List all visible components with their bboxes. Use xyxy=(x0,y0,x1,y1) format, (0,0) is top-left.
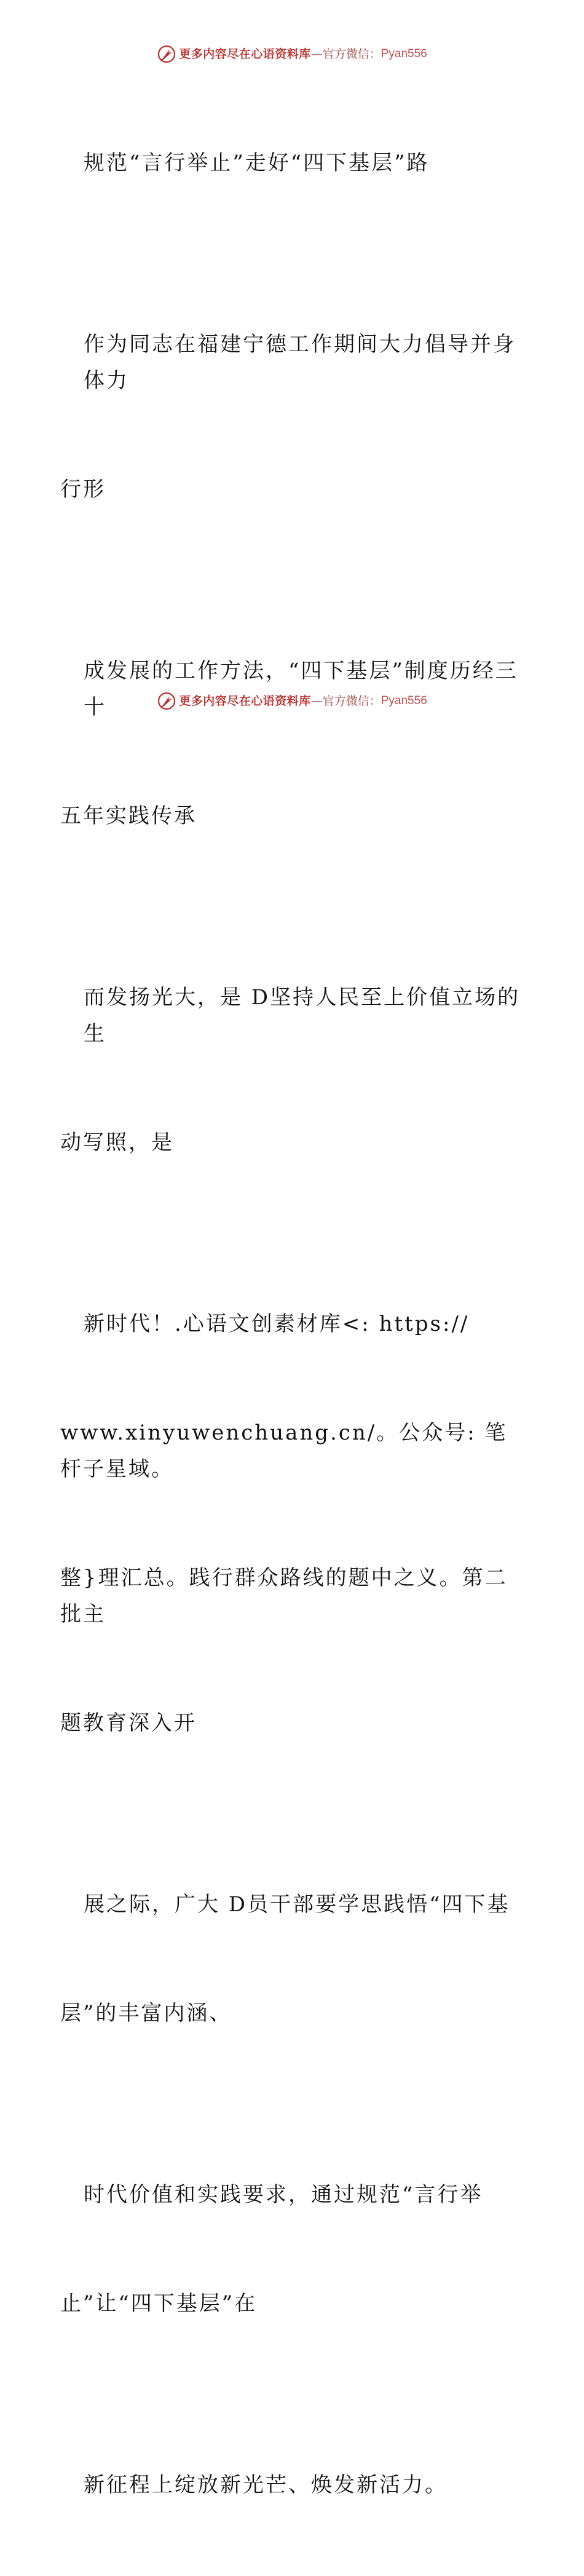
header-wechat-label: 官方微信： xyxy=(322,47,381,61)
header-site-name: 更多内容尽在心语资料库 xyxy=(179,47,311,61)
paragraph xyxy=(60,1234,527,1814)
text-line: 止”让“四下基层”在 xyxy=(60,2291,258,2316)
header-banner xyxy=(0,44,584,64)
footer-dash: — xyxy=(310,694,323,708)
header-wechat-id: Pyan556 xyxy=(381,47,427,60)
footer-wechat-id: Pyan556 xyxy=(381,694,427,707)
text-line: 新征程上绽放新光芒、焕发新活力。 xyxy=(84,2473,448,2497)
pen-nib-logo-icon xyxy=(157,44,176,64)
paragraph xyxy=(60,2395,527,2576)
paragraph xyxy=(60,581,527,907)
paragraph xyxy=(60,1814,527,2104)
text-line: 展之际，广大 D员干部要学思践悟“四下基 xyxy=(84,1892,510,1917)
text-line: 整}理汇总。践行群众路线的题中之义。第二批主 xyxy=(60,1566,508,1627)
document-body xyxy=(60,73,527,2576)
text-line: 题教育深入开 xyxy=(60,1711,197,1735)
text-line: 规范“言行举止”走好“四下基层”路 xyxy=(84,151,430,175)
footer-banner xyxy=(0,691,584,711)
text-line: 时代价值和实践要求，通过规范“言行举 xyxy=(84,2182,483,2207)
text-line: 行形 xyxy=(60,477,106,502)
text-line: 动写照，是 xyxy=(60,1130,174,1155)
text-line: www.xinyuwenchuang.cn/。公众号: 笔杆子星域。 xyxy=(60,1421,508,1481)
text-line: 作为同志在福建宁德工作期间大力倡导并身体力 xyxy=(84,332,516,393)
header-dash: — xyxy=(310,47,323,61)
footer-site-name: 更多内容尽在心语资料库 xyxy=(179,694,311,708)
text-line: 层”的丰富内涵、 xyxy=(60,2001,232,2026)
paragraph xyxy=(60,2104,527,2395)
text-line: 新时代！.心语文创素材库<: https:// xyxy=(84,1312,470,1336)
pen-nib-logo-icon xyxy=(157,691,176,711)
text-line: 而发扬光大，是 D坚持人民至上价值立场的生 xyxy=(84,985,521,1046)
footer-wechat-label: 官方微信： xyxy=(322,694,381,708)
paragraph xyxy=(60,907,527,1234)
text-line: 五年实践传承 xyxy=(60,804,197,828)
paragraph xyxy=(60,254,527,581)
document-title xyxy=(60,73,527,254)
text-line: 成发展的工作方法，“四下基层”制度历经三十 xyxy=(84,659,518,719)
